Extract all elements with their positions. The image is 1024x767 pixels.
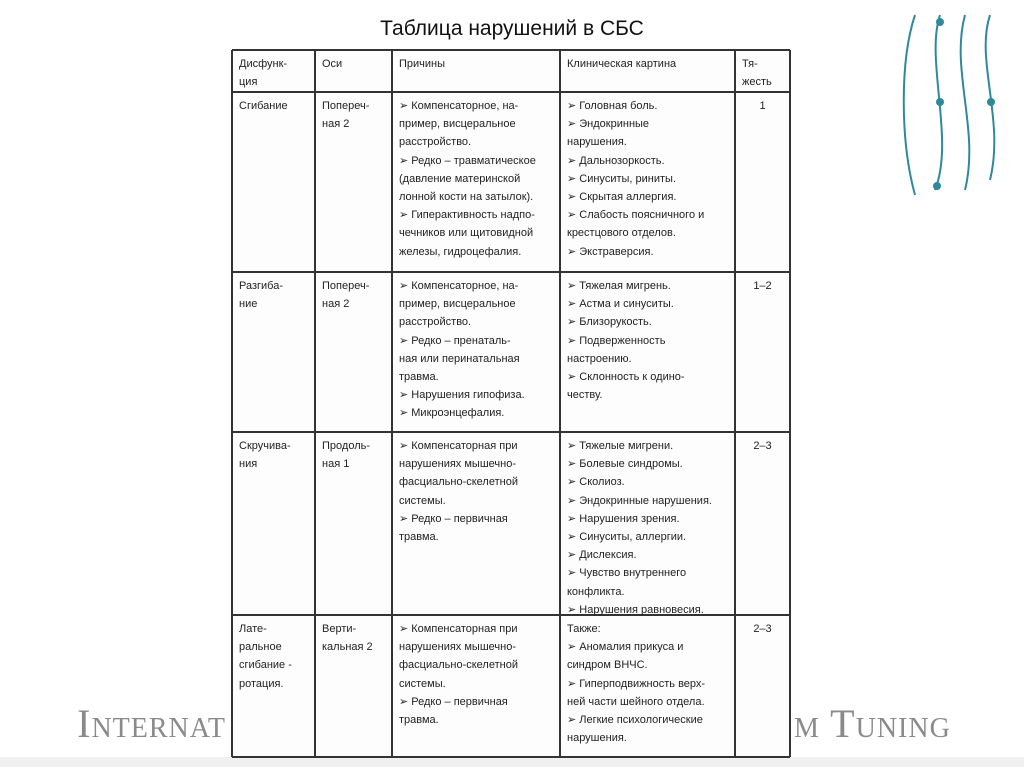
header-cell <box>742 55 772 91</box>
dysfunction-cell <box>239 620 292 693</box>
causes-cell <box>399 277 525 423</box>
violations-table <box>232 50 790 757</box>
cell-line: ная или перинатальная <box>399 352 520 365</box>
cell-line: травма. <box>399 714 439 727</box>
cell-line: Тя- <box>742 58 758 70</box>
dysfunction-cell <box>239 97 288 115</box>
header-cell <box>399 55 445 73</box>
causes-cell <box>399 97 536 261</box>
cell-line: честву. <box>567 389 603 402</box>
cell-line: нарушения. <box>567 136 627 149</box>
cell-line: 2–3 <box>753 623 772 635</box>
cell-line: ➢ Подверженность <box>567 334 666 347</box>
cell-line: пример, висцеральное <box>399 118 516 131</box>
row-divider <box>232 271 790 273</box>
column-divider <box>314 50 316 757</box>
cell-line: конфликта. <box>567 585 625 598</box>
cell-line: ➢ Астма и синуситы. <box>567 298 674 311</box>
cell-line: Также: <box>567 623 601 635</box>
cell-line: ция <box>239 76 258 89</box>
clinical-cell <box>567 437 712 619</box>
column-divider <box>734 50 736 757</box>
cell-line: 1 <box>759 100 766 112</box>
cell-line: фасциально-скелетной <box>399 476 518 489</box>
cell-line: ➢ Редко – пренаталь- <box>399 334 511 347</box>
causes-cell <box>399 620 518 729</box>
cell-line: настроению. <box>567 352 632 365</box>
severity-cell <box>735 437 790 455</box>
causes-cell <box>399 437 518 546</box>
cell-line: пример, висцеральное <box>399 298 516 311</box>
cell-line: ния <box>239 458 258 471</box>
cell-line: ➢ Сколиоз. <box>567 476 625 489</box>
cell-line: ➢ Компенсаторное, на- <box>399 100 519 112</box>
cell-line: ная 2 <box>322 298 350 311</box>
cell-line: жесть <box>742 76 772 89</box>
cell-line: Причины <box>399 58 446 70</box>
cell-line: ➢ Синуситы, аллергии. <box>567 531 687 544</box>
dysfunction-cell <box>239 277 283 313</box>
column-divider <box>789 50 791 757</box>
cell-line: системы. <box>399 677 446 690</box>
cell-line: фасциально-скелетной <box>399 659 518 672</box>
cell-line: сгибание - <box>239 659 292 672</box>
cell-line: Разгиба- <box>239 280 283 292</box>
cell-line: ➢ Экстраверсия. <box>567 245 654 258</box>
cell-line: ➢ Микроэнцефалия. <box>399 407 505 420</box>
cell-line: ➢ Гиперактивность надпо- <box>399 209 535 222</box>
cell-line: ➢ Тяжелая мигрень. <box>567 280 671 292</box>
cell-line: ➢ Эндокринные нарушения. <box>567 494 712 507</box>
cell-line: Верти- <box>322 623 357 635</box>
cell-line: ➢ Нарушения равновесия. <box>567 603 704 616</box>
cell-line: Дисфунк- <box>239 58 288 70</box>
cell-line: ➢ Нарушения гипофиза. <box>399 389 525 402</box>
cell-line: ная 2 <box>322 118 350 131</box>
cell-line: Сгибание <box>239 100 288 112</box>
cell-line: железы, гидроцефалия. <box>399 245 522 258</box>
axis-cell <box>322 277 369 313</box>
cell-line: Клиническая картина <box>567 58 677 70</box>
cell-line: ная 1 <box>322 458 350 471</box>
clinical-cell <box>567 97 704 261</box>
cell-line: ➢ Чувство внутреннего <box>567 567 687 580</box>
cell-line: ➢ Редко – травматическое <box>399 154 536 167</box>
cell-line: чечников или щитовидной <box>399 227 534 240</box>
cell-line: ➢ Склонность к одино- <box>567 371 685 384</box>
row-divider <box>232 431 790 433</box>
clinical-cell <box>567 277 685 404</box>
header-cell <box>567 55 676 73</box>
cell-line: ➢ Тяжелые мигрени. <box>567 440 674 452</box>
cell-line: (давление материнской <box>399 172 521 185</box>
cell-line: Продоль- <box>322 440 371 452</box>
cell-line: расстройство. <box>399 136 472 149</box>
cell-line: ➢ Нарушения зрения. <box>567 512 680 525</box>
header-cell <box>322 55 342 73</box>
cell-line: ➢ Аномалия прикуса и <box>567 641 684 654</box>
row-divider <box>232 49 790 51</box>
cell-line: ➢ Компенсаторная при <box>399 440 518 452</box>
cell-line: ➢ Редко – первичная <box>399 512 508 525</box>
logo-wavy-lines-icon <box>895 10 1010 200</box>
slide-title: Таблица нарушений в СБС <box>380 17 644 40</box>
cell-line: ➢ Компенсаторная при <box>399 623 518 635</box>
cell-line: ➢ Эндокринные <box>567 118 650 131</box>
footer-left-text: Internat <box>77 701 226 746</box>
cell-line: расстройство. <box>399 316 472 329</box>
cell-line: ➢ Гиперподвижность верх- <box>567 677 706 690</box>
cell-line: крестцового отделов. <box>567 227 676 240</box>
cell-line: ➢ Дальнозоркость. <box>567 154 665 167</box>
footer-right-text: m Tuning <box>794 701 951 746</box>
cell-line: нарушениях мышечно- <box>399 641 516 654</box>
cell-line: кальная 2 <box>322 641 373 654</box>
column-divider <box>231 50 233 757</box>
cell-line: ➢ Головная боль. <box>567 100 658 112</box>
cell-line: Попереч- <box>322 100 370 112</box>
row-divider <box>232 91 790 93</box>
column-divider <box>391 50 393 757</box>
cell-line: Лате- <box>239 623 267 635</box>
cell-line: лонной кости на затылок). <box>399 191 534 204</box>
axis-cell <box>322 620 373 656</box>
cell-line: ➢ Синуситы, риниты. <box>567 172 676 185</box>
cell-line: ➢ Редко – первичная <box>399 695 508 708</box>
cell-line: ней части шейного отдела. <box>567 695 705 708</box>
cell-line: ральное <box>239 641 282 654</box>
cell-line: Попереч- <box>322 280 370 292</box>
cell-line: ➢ Близорукость. <box>567 316 652 329</box>
axis-cell <box>322 437 370 473</box>
cell-line: Оси <box>322 58 343 70</box>
cell-line: нарушениях мышечно- <box>399 458 516 471</box>
cell-line: ➢ Легкие психологические <box>567 714 703 727</box>
severity-cell <box>735 97 790 115</box>
bottom-bar <box>0 757 1024 767</box>
row-divider <box>232 756 790 758</box>
cell-line: травма. <box>399 371 439 384</box>
cell-line: ➢ Компенсаторное, на- <box>399 280 519 292</box>
cell-line: Скручива- <box>239 440 291 452</box>
cell-line: ➢ Слабость поясничного и <box>567 209 705 222</box>
cell-line: синдром ВНЧС. <box>567 659 648 672</box>
cell-line: ➢ Дислексия. <box>567 549 637 562</box>
cell-line: травма. <box>399 531 439 544</box>
severity-cell <box>735 277 790 295</box>
cell-line: ние <box>239 298 258 311</box>
column-divider <box>559 50 561 757</box>
cell-line: 2–3 <box>753 440 772 452</box>
cell-line: нарушения. <box>567 732 627 745</box>
cell-line: 1–2 <box>753 280 772 292</box>
cell-line: системы. <box>399 494 446 507</box>
header-cell <box>239 55 287 91</box>
cell-line: ➢ Болевые синдромы. <box>567 458 683 471</box>
cell-line: ротация. <box>239 677 284 690</box>
dysfunction-cell <box>239 437 291 473</box>
clinical-cell <box>567 620 705 747</box>
severity-cell <box>735 620 790 638</box>
cell-line: ➢ Скрытая аллергия. <box>567 191 677 204</box>
axis-cell <box>322 97 369 133</box>
